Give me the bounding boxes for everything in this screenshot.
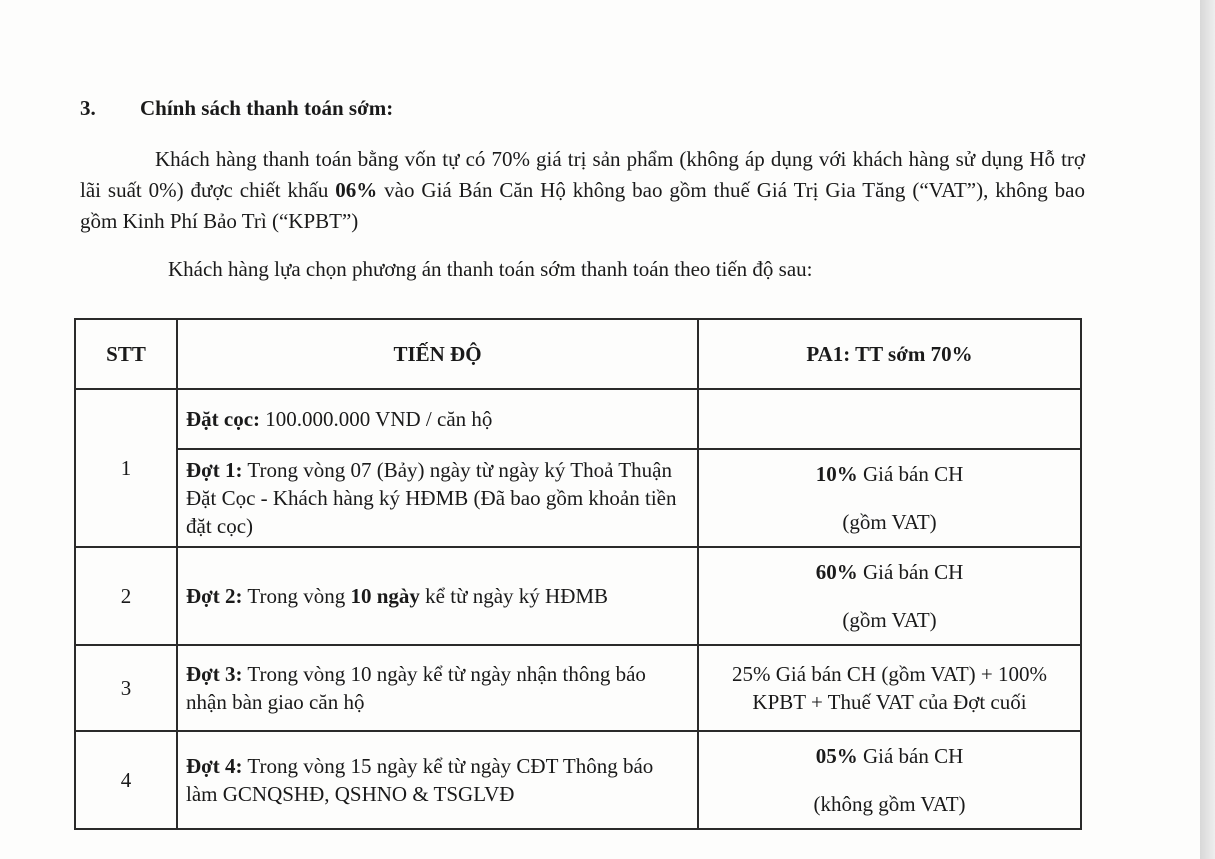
value-text: (gồm VAT) [842, 510, 937, 534]
installment-text: Trong vòng 15 ngày kể từ ngày CĐT Thông báo làm GCNQSHĐ, QSHNO & TSGLVĐ [186, 754, 654, 806]
payment-schedule-table [74, 318, 1082, 830]
installment-label: Đợt 4: [186, 754, 243, 778]
section-number: 3. [80, 96, 96, 120]
row-pa1-value: 25% Giá bán CH (gồm VAT) + 100% KPBT + Thuế VAT của Đợt cuối [698, 645, 1081, 731]
pct-value: 10% [815, 462, 858, 486]
installment-label: Đợt 2: [186, 584, 243, 608]
header-pa1: PA1: TT sớm 70% [698, 319, 1081, 389]
row-stt: 2 [75, 547, 177, 645]
row-stt: 1 [75, 389, 177, 547]
value-text: Giá bán CH [857, 560, 964, 584]
table-row [75, 547, 1081, 645]
table-row [75, 645, 1081, 731]
table-row [75, 731, 1081, 829]
installment-text: Trong vòng 07 (Bảy) ngày từ ngày ký Thoả Thuận Đặt Cọc - Khách hàng ký HĐMB (Đã bao gồm khoản tiền đặt cọc) [186, 458, 677, 538]
row-stt: 4 [75, 731, 177, 829]
table-row [75, 389, 1081, 449]
installment-text: Trong vòng 10 ngày kể từ ngày nhận thông báo nhận bàn giao căn hộ [186, 662, 646, 714]
pct-value: 60% [815, 560, 858, 584]
installment-label: Đợt 1: [186, 458, 243, 482]
installment-text: Trong vòng [242, 584, 351, 608]
table-row [75, 449, 1081, 547]
value-text: (gồm VAT) [842, 608, 937, 632]
row-pa1-value [698, 731, 1081, 829]
paragraph-text: Khách hàng lựa chọn phương án thanh toán sớm thanh toán theo tiến độ sau: [168, 257, 813, 281]
deposit-label: Đặt cọc: [186, 407, 261, 431]
section-title: Chính sách thanh toán sớm: [140, 96, 394, 120]
row-pa1-value [698, 547, 1081, 645]
row-tien-do [177, 449, 698, 547]
installment-text-bold: 10 ngày [350, 584, 420, 608]
value-text: Giá bán CH [857, 744, 964, 768]
paragraph-schedule-intro [80, 254, 1085, 285]
row-tien-do [177, 645, 698, 731]
header-tien-do: TIẾN ĐỘ [177, 319, 698, 389]
row-tien-do [177, 547, 698, 645]
row-tien-do [177, 731, 698, 829]
deposit-text: 100.000.000 VND / căn hộ [260, 407, 493, 431]
table-header-row [75, 319, 1081, 389]
header-stt: STT [75, 319, 177, 389]
installment-text: kể từ ngày ký HĐMB [419, 584, 609, 608]
paragraph-discount [80, 144, 1085, 237]
section-heading [80, 96, 393, 121]
paragraph-text: vào Giá Bán Căn Hộ không bao gồm thuế Giá Trị Gia Tăng (“VAT”), không bao gồm Kinh Phí Bảo Trì (“KPBT”) [80, 178, 1086, 233]
value-text: Giá bán CH [857, 462, 964, 486]
row-stt: 3 [75, 645, 177, 731]
value-text: (không gồm VAT) [813, 792, 966, 816]
pct-value: 05% [815, 744, 858, 768]
row-deposit [177, 389, 698, 449]
installment-label: Đợt 3: [186, 662, 243, 686]
page-edge [1200, 0, 1215, 859]
discount-value: 06% [335, 178, 378, 202]
row-deposit-value [698, 389, 1081, 449]
paragraph-text: Khách hàng thanh toán bằng vốn tự có 70% giá trị sản phẩm (không áp dụng với khách hàng sử dụng Hỗ trợ lãi suất 0%) được chiết khấu [80, 147, 1085, 202]
row-pa1-value [698, 449, 1081, 547]
